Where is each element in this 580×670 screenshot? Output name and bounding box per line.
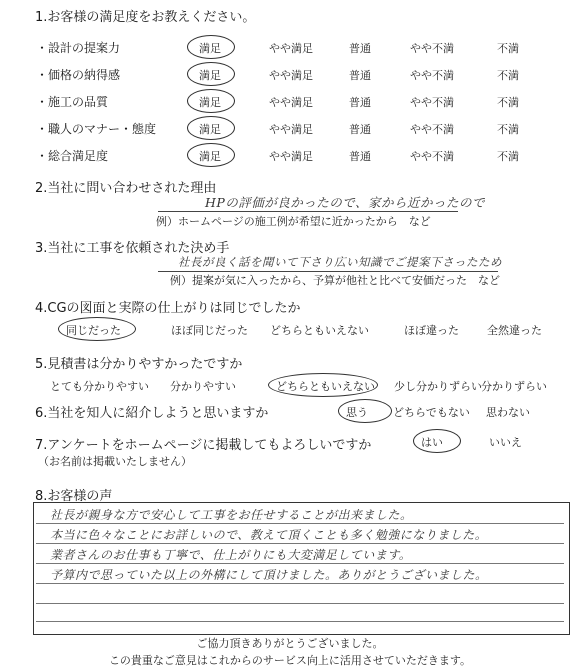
q1-option: 普通 (349, 123, 371, 136)
voice-rule (36, 621, 564, 622)
q1-selected-circle (187, 143, 235, 167)
q1-option: やや満足 (269, 123, 313, 136)
q1-option: やや不満 (410, 42, 454, 55)
q1-option: 普通 (349, 42, 371, 55)
q1-option: 不満 (497, 42, 519, 55)
q6-option: 思う (346, 406, 368, 419)
q1-option: 不満 (497, 123, 519, 136)
q3-example: 例）提案が気に入ったから、予算が他社と比べて安価だった など (170, 274, 500, 287)
q4-title: 4.CGの図面と実際の仕上がりは同じでしたか (35, 301, 301, 316)
q1-option: やや不満 (410, 123, 454, 136)
q1-option: 不満 (497, 69, 519, 82)
q5-option: どちらともいえない (276, 380, 375, 393)
q1-option: やや満足 (269, 150, 313, 163)
q1-option: 普通 (349, 150, 371, 163)
q2-handwritten-answer: HPの評価が良かったので、家から近かったので (205, 195, 486, 210)
q5-option: 分かりずらい (481, 380, 547, 393)
q1-selected-circle (187, 62, 235, 86)
voice-rule (36, 543, 564, 544)
q7-title: 7.アンケートをホームページに掲載してもよろしいですか (35, 438, 372, 453)
q1-option: 普通 (349, 69, 371, 82)
q6-selected-circle (338, 399, 392, 423)
footer-thanks: ご協力頂きありがとうございました。 (196, 637, 384, 650)
q1-row-label: ・価格の納得感 (36, 68, 121, 82)
q1-option: やや満足 (269, 69, 313, 82)
voice-rule (36, 523, 564, 524)
q1-title: 1.お客様の満足度をお教えください。 (35, 10, 256, 25)
q8-title: 8.お客様の声 (35, 489, 113, 504)
q5-option: 少し分かりずらい (394, 380, 482, 393)
q1-option: やや満足 (269, 42, 313, 55)
q5-selected-circle (268, 373, 378, 397)
q4-option: 全然違った (487, 324, 542, 337)
q1-option: 満足 (199, 96, 221, 109)
q1-option: やや不満 (410, 150, 454, 163)
q1-option: やや満足 (269, 96, 313, 109)
q1-row-label: ・職人のマナー・態度 (36, 122, 157, 136)
q4-option: 同じだった (66, 324, 121, 337)
voice-line-3: 業者さんのお仕事も丁寧で、仕上がりにも大変満足しています。 (50, 548, 412, 562)
footer-usage: この貴重なご意見はこれからのサービス向上に活用させていただきます。 (108, 654, 472, 667)
q1-row-label: ・設計の提案力 (36, 41, 121, 55)
q3-handwritten-answer: 社長が良く話を聞いて下さり広い知識でご提案下さったため (178, 255, 502, 269)
q1-row-label: ・総合満足度 (36, 149, 109, 163)
q1-option: 満足 (199, 69, 221, 82)
q5-option: 分かりやすい (170, 380, 236, 393)
voice-line-4: 予算内で思っていた以上の外構にして頂けました。ありがとうございました。 (50, 568, 488, 582)
q1-selected-circle (187, 116, 235, 140)
voice-line-2: 本当に色々なことにお詳しいので、教えて頂くことも多く勉強になりました。 (50, 528, 488, 542)
q7-option: はい (421, 436, 443, 449)
q6-title: 6.当社を知人に紹介しようと思いますか (35, 406, 269, 421)
q1-option: 満足 (199, 123, 221, 136)
q5-title: 5.見積書は分かりやすかったですか (35, 357, 243, 372)
voice-rule (36, 603, 564, 604)
q1-option: 普通 (349, 96, 371, 109)
q5-option: とても分かりやすい (50, 380, 149, 393)
voice-rule (36, 583, 564, 584)
q1-option: 満足 (199, 150, 221, 163)
q6-option: どちらでもない (393, 406, 470, 419)
q7-option: いいえ (489, 436, 522, 449)
q7-note: （お名前は掲載いたしません） (38, 455, 192, 468)
q1-option: 満足 (199, 42, 221, 55)
q1-option: やや不満 (410, 96, 454, 109)
q4-selected-circle (58, 317, 136, 341)
q1-selected-circle (187, 89, 235, 113)
q1-selected-circle (187, 35, 235, 59)
q4-option: ほぼ同じだった (171, 324, 248, 337)
voice-line-1: 社長が親身な方で安心して工事をお任せすることが出来ました。 (50, 508, 413, 522)
q2-title: 2.当社に問い合わせされた理由 (35, 181, 217, 196)
q2-answer-line (158, 211, 458, 212)
q1-option: 不満 (497, 150, 519, 163)
q1-option: 不満 (497, 96, 519, 109)
q4-option: どちらともいえない (270, 324, 369, 337)
q4-option: ほぼ違った (404, 324, 459, 337)
q6-option: 思わない (486, 406, 530, 419)
voice-rule (36, 563, 564, 564)
q2-example: 例）ホームページの施工例が希望に近かったから など (156, 215, 431, 228)
q7-selected-circle (413, 429, 461, 453)
q1-row-label: ・施工の品質 (36, 95, 109, 109)
q3-title: 3.当社に工事を依頼された決め手 (35, 241, 230, 256)
q1-option: やや不満 (410, 69, 454, 82)
